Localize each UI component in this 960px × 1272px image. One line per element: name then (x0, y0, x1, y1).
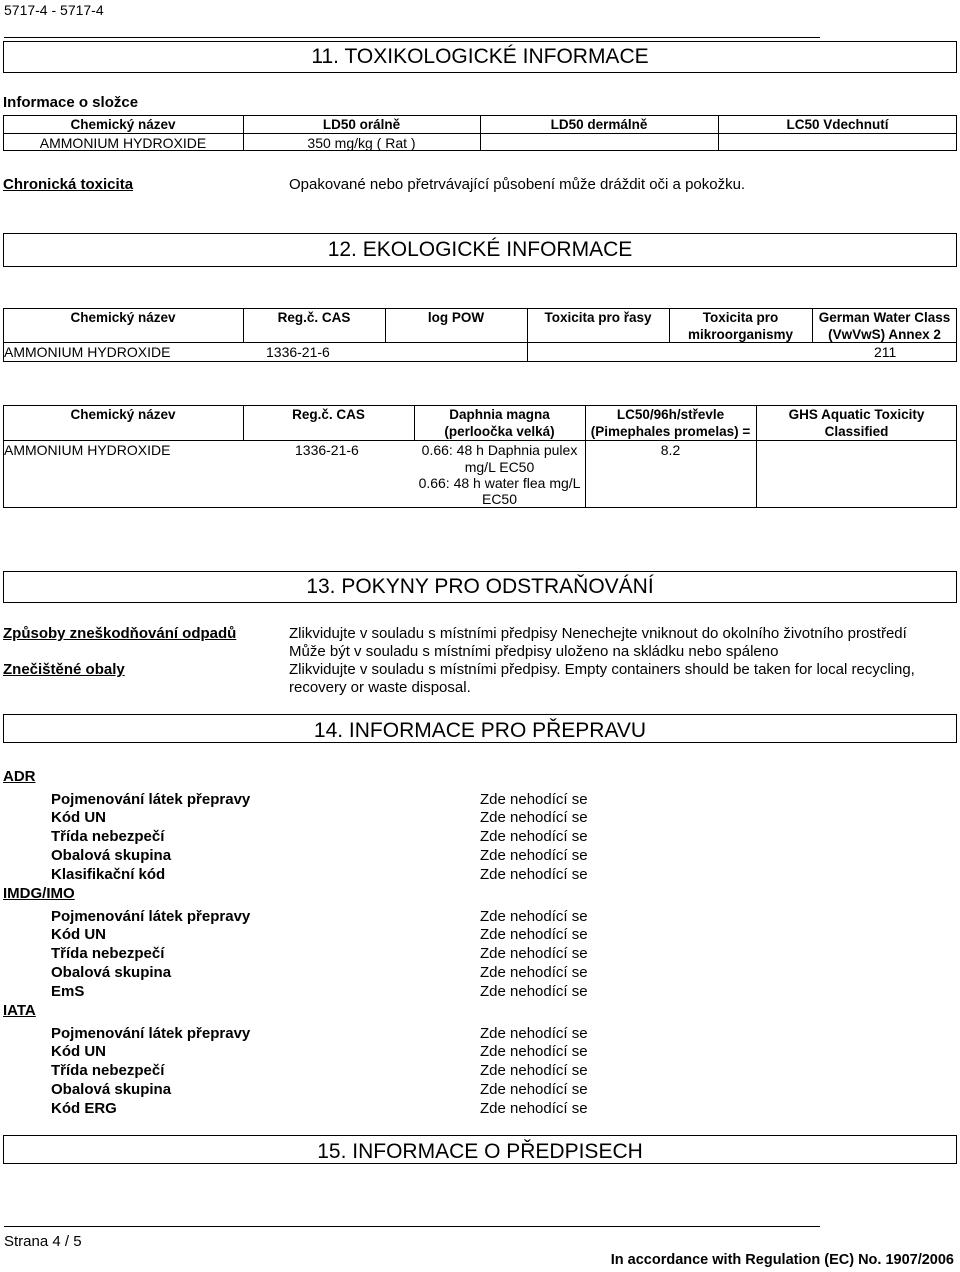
eco2-row-name: AMMONIUM HYDROXIDE (4, 442, 171, 458)
tox-col-lc50-inhal: LC50 Vdechnutí (786, 117, 889, 132)
iata-item-4: Obalová skupina (51, 1081, 172, 1098)
packaging-text-line1: Zlikvidujte v souladu s místními předpisy. Empty containers should be taken for local recycling, (289, 661, 915, 678)
eco2-col-daphnia-l1: Daphnia magna (449, 407, 550, 422)
tox-col-ld50-oral: LD50 orálně (322, 117, 401, 132)
section-11-title: 11. TOXIKOLOGICKÉ INFORMACE (311, 45, 649, 68)
adr-value-2: Zde nehodící se (480, 809, 588, 826)
eco1-col-wgk-l2: (VwVwS) Annex 2 (828, 327, 941, 342)
iata-item-1: Pojmenování látek přepravy (51, 1025, 251, 1042)
eco1-row-wgk: 211 (874, 344, 897, 360)
regulation-note: In accordance with Regulation (EC) No. 1907/2006 (610, 1252, 954, 1268)
iata-item-5: Kód ERG (51, 1100, 117, 1117)
adr-item-5: Klasifikační kód (51, 866, 166, 883)
tox-col-ld50-dermal: LD50 dermálně (550, 117, 648, 132)
iata-item-2: Kód UN (51, 1043, 106, 1060)
adr-item-3: Třída nebezpečí (51, 828, 165, 845)
section-14-title: 14. INFORMACE PRO PŘEPRAVU (313, 719, 647, 742)
adr-item-1: Pojmenování látek přepravy (51, 791, 251, 808)
iata-value-1: Zde nehodící se (480, 1025, 588, 1042)
eco2-col-name: Chemický název (70, 407, 176, 422)
chronic-toxicity-text: Opakované nebo přetrvávající působení může dráždit oči a pokožku. (289, 176, 746, 193)
imdg-label: IMDG/IMO (3, 885, 75, 902)
imdg-item-3: Třída nebezpečí (51, 945, 165, 962)
section-13-title: 13. POKYNY PRO ODSTRAŇOVÁNÍ (306, 575, 654, 598)
adr-item-4: Obalová skupina (51, 847, 172, 864)
packaging-label: Znečištěné obaly (3, 661, 125, 678)
iata-label: IATA (3, 1002, 36, 1019)
eco1-col-microorg-l2: mikroorganismy (687, 327, 794, 342)
page-number: Strana 4 / 5 (4, 1233, 82, 1250)
eco2-col-ghs-l1: GHS Aquatic Toxicity (788, 407, 925, 422)
iata-value-4: Zde nehodící se (480, 1081, 588, 1098)
section-12-title: 12. EKOLOGICKÉ INFORMACE (327, 238, 633, 261)
tox-row-name: AMMONIUM HYDROXIDE (39, 135, 207, 151)
eco2-col-fish-l1: LC50/96h/střevle (616, 407, 725, 422)
adr-item-2: Kód UN (51, 809, 106, 826)
imdg-item-4: Obalová skupina (51, 964, 172, 981)
waste-text-line2: Může být v souladu s místními předpisy uloženo na skládku nebo spáleno (289, 643, 779, 660)
eco1-col-logpow: log POW (427, 310, 485, 325)
eco1-row-name: AMMONIUM HYDROXIDE (4, 344, 171, 360)
eco1-col-cas: Reg.č. CAS (277, 310, 351, 325)
imdg-item-2: Kód UN (51, 926, 106, 943)
eco2-row-cas: 1336-21-6 (295, 442, 359, 458)
eco2-col-fish-l2: (Pimephales promelas) = (590, 424, 751, 439)
imdg-item-1: Pojmenování látek přepravy (51, 908, 251, 925)
eco2-row-fish: 8.2 (660, 442, 681, 458)
eco2-row-daphnia-l2: mg/L EC50 (464, 459, 535, 475)
iata-value-5: Zde nehodící se (480, 1100, 588, 1117)
adr-value-4: Zde nehodící se (480, 847, 588, 864)
component-info-label: Informace o složce (3, 94, 139, 111)
adr-value-5: Zde nehodící se (480, 866, 588, 883)
imdg-value-3: Zde nehodící se (480, 945, 588, 962)
tox-col-name: Chemický název (70, 117, 176, 132)
chronic-toxicity-label: Chronická toxicita (3, 176, 134, 193)
adr-label: ADR (3, 768, 36, 785)
document-id: 5717-4 - 5717-4 (4, 2, 104, 18)
eco2-col-cas: Reg.č. CAS (292, 407, 365, 422)
iata-item-3: Třída nebezpečí (51, 1062, 165, 1079)
eco1-col-microorg-l1: Toxicita pro (702, 310, 779, 325)
header-rule (4, 37, 820, 38)
section-15-title: 15. INFORMACE O PŘEDPISECH (317, 1140, 643, 1163)
adr-value-3: Zde nehodící se (480, 828, 588, 845)
eco2-col-daphnia-l2: (perloočka velká) (444, 424, 555, 439)
eco2-row-daphnia-l1: 0.66: 48 h Daphnia pulex (421, 442, 578, 458)
imdg-item-5: EmS (51, 983, 85, 1000)
imdg-value-4: Zde nehodící se (480, 964, 588, 981)
eco1-col-name: Chemický název (70, 310, 176, 325)
waste-text-line1: Zlikvidujte v souladu s místními předpisy Nenechejte vniknout do okolního životního prostředí (289, 625, 907, 642)
eco2-row-daphnia-l3: 0.66: 48 h water flea mg/L (418, 475, 581, 491)
packaging-text-line2: recovery or waste disposal. (289, 679, 471, 696)
iata-value-3: Zde nehodící se (480, 1062, 588, 1079)
iata-value-2: Zde nehodící se (480, 1043, 588, 1060)
imdg-value-2: Zde nehodící se (480, 926, 588, 943)
eco2-row-daphnia-l4: EC50 (481, 491, 518, 507)
tox-row-ld50-oral: 350 mg/kg ( Rat ) (307, 135, 416, 151)
eco1-col-algae: Toxicita pro řasy (544, 310, 652, 325)
eco1-col-wgk-l1: German Water Class (818, 310, 951, 325)
imdg-value-5: Zde nehodící se (480, 983, 588, 1000)
waste-label: Způsoby zneškodňování odpadů (3, 625, 237, 642)
eco1-row-cas: 1336-21-6 (266, 344, 330, 360)
imdg-value-1: Zde nehodící se (480, 908, 588, 925)
eco2-col-ghs-l2: Classified (824, 424, 889, 439)
footer-rule (4, 1226, 820, 1227)
adr-value-1: Zde nehodící se (480, 791, 588, 808)
